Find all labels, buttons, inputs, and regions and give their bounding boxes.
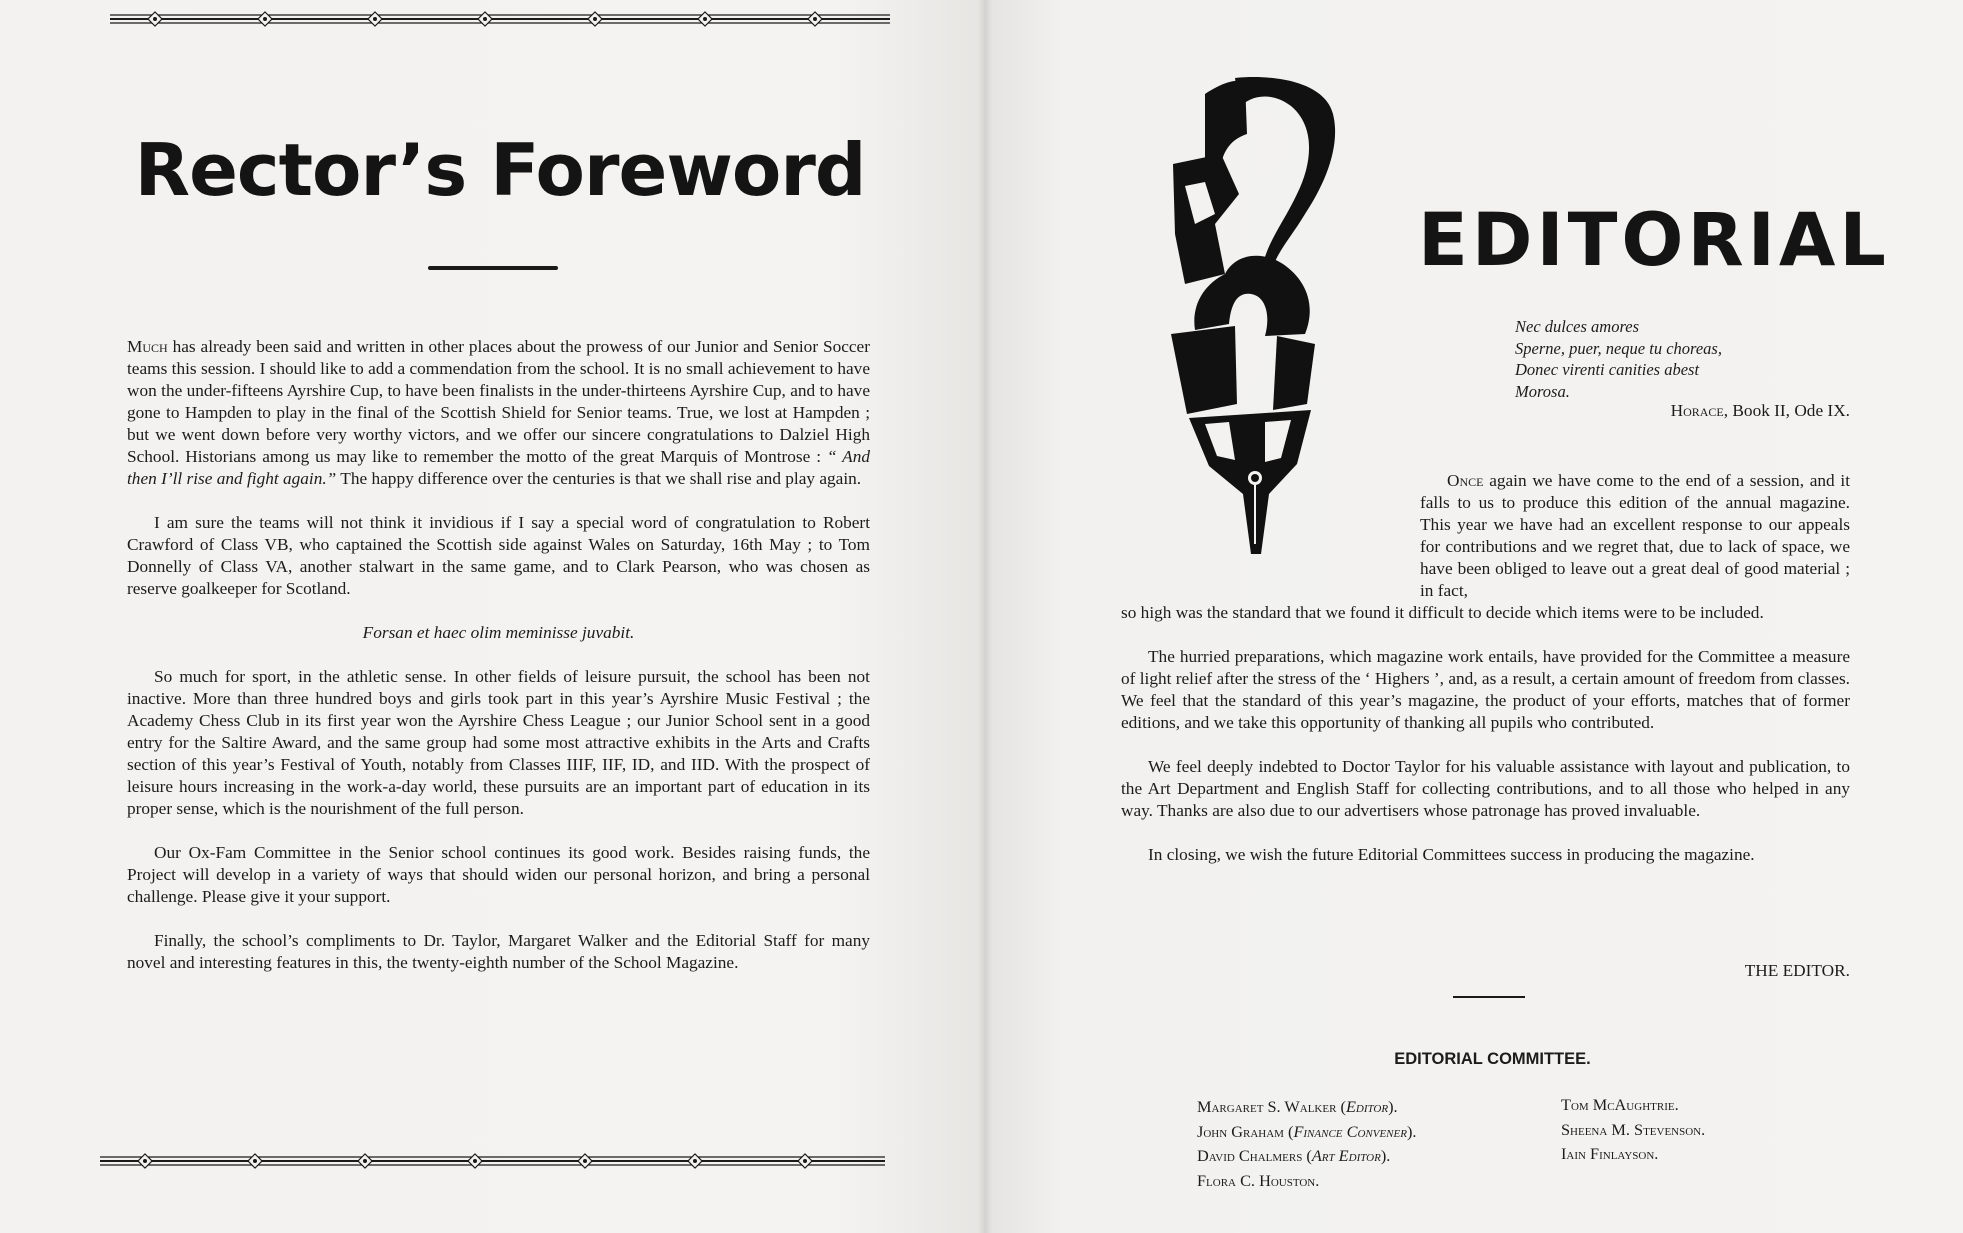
committee-list-left [1197, 1095, 1416, 1193]
title-underline-dash [428, 266, 558, 270]
border-dot [153, 17, 157, 21]
border-dot [583, 1159, 587, 1163]
member-role: Art Editor [1311, 1146, 1381, 1165]
top-border-ornament [110, 8, 890, 30]
editorial-paragraph-3: We feel deeply indebted to Doctor Taylor for his valuable assistance with layout and publication, to the Art Department and English Staff for collecting contributions, and to all those who helped in any way. Thanks are also due to our advertisers whose patronage has proved invaluable. [1121, 757, 1850, 820]
committee-member: Iain Finlayson. [1561, 1144, 1659, 1163]
drop-lead-word: Once [1447, 471, 1484, 490]
border-dot [693, 1159, 697, 1163]
member-name: Flora C. Houston. [1197, 1170, 1320, 1190]
editorial-paragraph-1-narrow [1420, 470, 1850, 602]
bottom-border-ornament [100, 1150, 885, 1172]
member-name: John Graham [1197, 1121, 1284, 1141]
member-role: Finance Convener [1293, 1121, 1407, 1141]
editor-signature: THE EDITOR. [1744, 961, 1850, 980]
montrose-quote: “ And then I’ll rise and fight again.” [127, 447, 870, 488]
committee-list-right [1561, 1093, 1705, 1167]
border-dot [143, 1159, 147, 1163]
foreword-paragraph-1 [127, 336, 870, 490]
editorial-body [1121, 602, 1850, 866]
editorial-title: EDITORIAL [1418, 198, 1890, 283]
member-name: David Chalmers [1197, 1146, 1303, 1165]
border-ornament-svg [110, 8, 890, 30]
paragraph-text: The happy difference over the centuries is that we shall rise and play again. [336, 469, 862, 488]
rector-foreword-body [127, 336, 870, 974]
border-dot [813, 17, 817, 21]
border-dot [263, 17, 267, 21]
signature-divider [1453, 996, 1525, 998]
border-dot [253, 1159, 257, 1163]
editorial-paragraph-1-start [1420, 470, 1850, 602]
member-role: Editor [1345, 1097, 1389, 1116]
quote-source: , Book II, Ode IX. [1723, 401, 1850, 420]
quote-line: Nec dulces amores [1515, 317, 1640, 336]
editorial-paragraph-1-end: so high was the standard that we found it difficult to decide which items were to be included. [1121, 603, 1764, 622]
committee-member: Margaret S. Walker (Editor). [1197, 1097, 1398, 1116]
foreword-paragraph-2: I am sure the teams will not think it invidious if I say a special word of congratulation to Robert Crawford of Class VB, who captained the Scottish side against Wales on Saturday, 16th May ; to Tom Donnelly of Class VA, another stalwart in the same game, and to Clark Pearson, who was chosen as reserve goalkeeper for Scotland. [127, 513, 870, 598]
committee-member: John Graham (Finance Convener). [1197, 1121, 1417, 1141]
border-dot [373, 17, 377, 21]
quote-line: Donec virenti canities abest [1515, 360, 1700, 379]
quote-line: Morosa. [1515, 381, 1570, 401]
quote-author: Horace [1670, 401, 1724, 420]
border-dot [483, 17, 487, 21]
latin-quotation: Forsan et haec olim meminisse juvabit. [362, 623, 635, 642]
paragraph-text: has already been said and written in other places about the prowess of our Junior and Senior Soccer teams this session. I should like to add a commendation from the school. It is no small achievement to have won the under-fifteens Ayrshire Cup, to have been finalists in the under-thirteens Ayrshire Cup, and to have gone to Hampden to play in the final of the Scottish Shield for Senior teams. True, we lost at Hampden ; but we went down before very worthy victors, and we offer our sincere congratulations to Dalziel High School. Historians among us may like to remember the motto of the great Marquis of Montrose : [127, 337, 870, 466]
committee-member: David Chalmers (Art Editor). [1197, 1146, 1391, 1165]
editorial-paragraph-2: The hurried preparations, which magazine work entails, have provided for the Committee a measure of light relief after the stress of the ‘ Highers ’, and, as a result, a certain amount of freedom from classes. We feel that the standard of this year’s magazine, the product of your efforts, matches that of former editions, and we take this opportunity of thanking all pupils who contributed. [1121, 647, 1850, 732]
border-dot [593, 17, 597, 21]
member-name: Margaret S. Walker [1197, 1097, 1337, 1116]
editorial-committee-heading: EDITORIAL COMMITTEE. [1394, 1050, 1591, 1068]
quote-line: Sperne, puer, neque tu choreas, [1515, 338, 1722, 358]
foreword-paragraph-3: So much for sport, in the athletic sense. In other fields of leisure pursuit, the school has been not inactive. More than three hundred boys and girls took part in this year’s Ayrshire Music Festival ; the Academy Chess Club in its first year won the Ayrshire Chess League ; our Junior School sent in a good entry for the Saltire Award, and the same group had some most attractive exhibits in the Arts and Crafts section of this year’s Festival of Youth, notably from Classes IIIF, IIF, ID, and IID. With the prospect of leisure hours increasing in the work-a-day world, these pursuits are an important part of education in its proper sense, which is the nourishment of the full person. [127, 667, 870, 818]
border-dot [473, 1159, 477, 1163]
drop-lead-word: Much [127, 337, 168, 356]
quote-attribution [1618, 401, 1850, 421]
border-ornament-svg [100, 1150, 885, 1172]
paragraph-text: again we have come to the end of a session, and it falls to us to produce this edition of the annual magazine. This year we have had an excellent response to our appeals for contributions and we regret that, due to lack of space, we have been obliged to leave out a great deal of good material ; in fact, [1420, 471, 1850, 600]
border-dot [703, 17, 707, 21]
horace-quotation [1515, 316, 1722, 402]
committee-member [1197, 1169, 1416, 1194]
rector-foreword-title: Rector’s Foreword [134, 128, 866, 212]
committee-member: Sheena M. Stevenson. [1561, 1119, 1706, 1139]
pen-nib-scroll-logo [1165, 74, 1350, 569]
committee-member: Tom McAughtrie. [1561, 1095, 1679, 1114]
editorial-paragraph-4: In closing, we wish the future Editorial Committees success in producing the magazine. [1148, 845, 1755, 864]
foreword-paragraph-5: Finally, the school’s compliments to Dr. Taylor, Margaret Walker and the Editorial Staff for many novel and interesting features in this, the twenty-eighth number of the School Magazine. [127, 931, 870, 972]
foreword-paragraph-4: Our Ox-Fam Committee in the Senior school continues its good work. Besides raising funds, the Project will develop in a variety of ways that should widen our personal horizon, and bring a personal challenge. Please give it your support. [127, 843, 870, 906]
border-dot [363, 1159, 367, 1163]
border-dot [803, 1159, 807, 1163]
